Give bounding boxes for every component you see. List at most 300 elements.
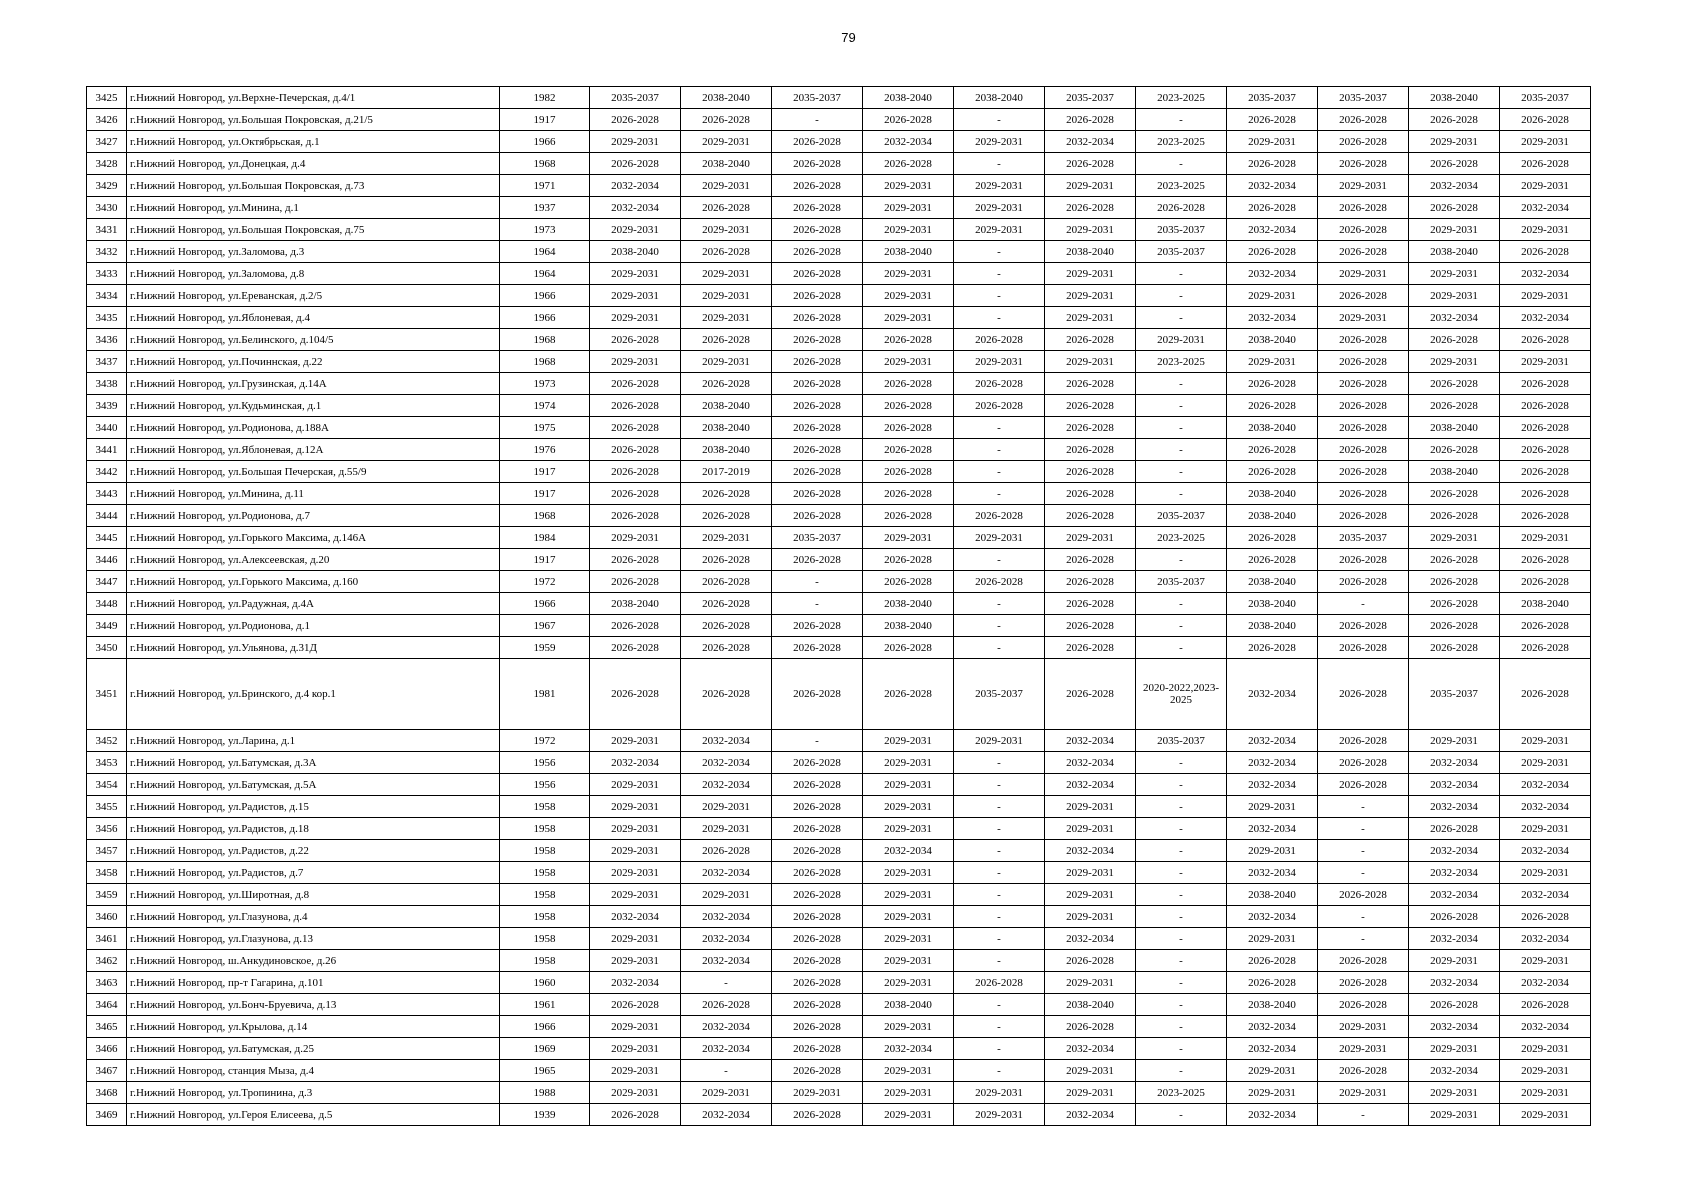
period-cell: 2029-2031 [1045, 285, 1136, 307]
table-row [87, 241, 1591, 263]
table-row [87, 862, 1591, 884]
period-cell: 2026-2028 [772, 307, 863, 329]
period-cell: 2023-2025 [1136, 527, 1227, 549]
period-cell: 2029-2031 [954, 219, 1045, 241]
period-cell: 2026-2028 [772, 351, 863, 373]
period-cell: 2029-2031 [590, 351, 681, 373]
address-cell: г.Нижний Новгород, ул.Грузинская, д.14А [127, 373, 500, 395]
period-cell: 2026-2028 [1227, 109, 1318, 131]
period-cell: 2035-2037 [954, 659, 1045, 730]
period-cell: 2038-2040 [1045, 241, 1136, 263]
period-cell: 2026-2028 [681, 549, 772, 571]
period-cell: 2026-2028 [1500, 241, 1591, 263]
period-cell: 2026-2028 [863, 373, 954, 395]
period-cell: 2026-2028 [1318, 730, 1409, 752]
row-number-cell: 3436 [87, 329, 127, 351]
period-cell: 2026-2028 [772, 752, 863, 774]
period-cell: - [1136, 373, 1227, 395]
period-cell: 2026-2028 [1409, 505, 1500, 527]
period-cell: 2032-2034 [1227, 752, 1318, 774]
period-cell: 2023-2025 [1136, 1082, 1227, 1104]
row-number-cell: 3434 [87, 285, 127, 307]
period-cell: 2029-2031 [681, 307, 772, 329]
row-number-cell: 3435 [87, 307, 127, 329]
period-cell: 2026-2028 [1318, 637, 1409, 659]
year-built-cell: 1958 [500, 796, 590, 818]
period-cell: 2029-2031 [1500, 175, 1591, 197]
period-cell: 2029-2031 [1227, 351, 1318, 373]
period-cell: 2026-2028 [1409, 549, 1500, 571]
row-number-cell: 3438 [87, 373, 127, 395]
period-cell: 2023-2025 [1136, 175, 1227, 197]
period-cell: 2026-2028 [1500, 329, 1591, 351]
period-cell: - [954, 840, 1045, 862]
period-cell: 2026-2028 [681, 840, 772, 862]
period-cell: 2032-2034 [681, 928, 772, 950]
table-row [87, 87, 1591, 109]
period-cell: 2032-2034 [1227, 1104, 1318, 1126]
period-cell: 2026-2028 [590, 483, 681, 505]
period-cell: 2026-2028 [863, 329, 954, 351]
period-cell: 2026-2028 [863, 659, 954, 730]
period-cell: - [1136, 1016, 1227, 1038]
period-cell: 2029-2031 [863, 285, 954, 307]
period-cell: 2038-2040 [1227, 884, 1318, 906]
period-cell: 2026-2028 [1227, 549, 1318, 571]
period-cell: 2026-2028 [681, 329, 772, 351]
period-cell: 2029-2031 [1500, 527, 1591, 549]
period-cell: 2032-2034 [1045, 131, 1136, 153]
address-cell: г.Нижний Новгород, ул.Тропинина, д.3 [127, 1082, 500, 1104]
period-cell: - [1318, 796, 1409, 818]
period-cell: 2032-2034 [1409, 796, 1500, 818]
row-number-cell: 3449 [87, 615, 127, 637]
period-cell: 2029-2031 [1500, 1060, 1591, 1082]
period-cell: 2026-2028 [1045, 197, 1136, 219]
period-cell: 2029-2031 [863, 796, 954, 818]
period-cell: 2026-2028 [1318, 950, 1409, 972]
period-cell: 2029-2031 [863, 950, 954, 972]
period-cell: 2029-2031 [590, 862, 681, 884]
period-cell: 2035-2037 [1409, 659, 1500, 730]
period-cell: 2038-2040 [1227, 483, 1318, 505]
row-number-cell: 3444 [87, 505, 127, 527]
period-cell: 2026-2028 [1227, 395, 1318, 417]
period-cell: 2029-2031 [863, 219, 954, 241]
period-cell: 2032-2034 [1227, 774, 1318, 796]
period-cell: 2029-2031 [590, 884, 681, 906]
period-cell: 2026-2028 [1045, 439, 1136, 461]
period-cell: 2029-2031 [1045, 307, 1136, 329]
period-cell: 2026-2028 [590, 994, 681, 1016]
period-cell: 2026-2028 [1409, 109, 1500, 131]
period-cell: 2032-2034 [1227, 1016, 1318, 1038]
period-cell: 2026-2028 [1318, 153, 1409, 175]
row-number-cell: 3433 [87, 263, 127, 285]
period-cell: 2026-2028 [954, 329, 1045, 351]
address-cell: г.Нижний Новгород, ул.Бонч-Бруевича, д.13 [127, 994, 500, 1016]
period-cell: 2026-2028 [772, 950, 863, 972]
year-built-cell: 1971 [500, 175, 590, 197]
year-built-cell: 1917 [500, 461, 590, 483]
address-cell: г.Нижний Новгород, ул.Донецкая, д.4 [127, 153, 500, 175]
period-cell: 2029-2031 [1409, 263, 1500, 285]
period-cell: 2032-2034 [1500, 840, 1591, 862]
period-cell: 2026-2028 [863, 153, 954, 175]
period-cell: 2029-2031 [1500, 1082, 1591, 1104]
period-cell: 2032-2034 [863, 840, 954, 862]
period-cell: 2026-2028 [1318, 884, 1409, 906]
period-cell: 2026-2028 [1227, 373, 1318, 395]
period-cell: 2026-2028 [681, 637, 772, 659]
address-cell: г.Нижний Новгород, ул.Родионова, д.188А [127, 417, 500, 439]
address-cell: г.Нижний Новгород, ул.Бринского, д.4 кор.1 [127, 659, 500, 730]
period-cell: 2026-2028 [772, 1104, 863, 1126]
year-built-cell: 1966 [500, 285, 590, 307]
period-cell: 2038-2040 [954, 87, 1045, 109]
table-row [87, 439, 1591, 461]
year-built-cell: 1959 [500, 637, 590, 659]
period-cell: 2032-2034 [1045, 730, 1136, 752]
period-cell: 2029-2031 [1500, 752, 1591, 774]
period-cell: 2035-2037 [1136, 571, 1227, 593]
period-cell: 2032-2034 [1409, 175, 1500, 197]
period-cell: 2029-2031 [590, 928, 681, 950]
period-cell: 2026-2028 [1318, 615, 1409, 637]
row-number-cell: 3467 [87, 1060, 127, 1082]
period-cell: 2032-2034 [1045, 840, 1136, 862]
period-cell: 2029-2031 [1045, 219, 1136, 241]
period-cell: 2029-2031 [590, 263, 681, 285]
period-cell: 2026-2028 [590, 153, 681, 175]
address-cell: г.Нижний Новгород, ул.Героя Елисеева, д.5 [127, 1104, 500, 1126]
period-cell: 2026-2028 [772, 928, 863, 950]
period-cell: 2029-2031 [1045, 1060, 1136, 1082]
period-cell: 2029-2031 [1045, 884, 1136, 906]
period-cell: 2038-2040 [1227, 593, 1318, 615]
period-cell: 2026-2028 [590, 1104, 681, 1126]
period-cell: 2026-2028 [772, 373, 863, 395]
table-row [87, 131, 1591, 153]
row-number-cell: 3445 [87, 527, 127, 549]
period-cell: - [954, 862, 1045, 884]
period-cell: 2029-2031 [1227, 131, 1318, 153]
period-cell: - [1136, 263, 1227, 285]
year-built-cell: 1968 [500, 351, 590, 373]
period-cell: 2026-2028 [1136, 197, 1227, 219]
period-cell: 2026-2028 [1500, 615, 1591, 637]
address-cell: г.Нижний Новгород, ул.Ларина, д.1 [127, 730, 500, 752]
address-cell: г.Нижний Новгород, ул.Горького Максима, д.146А [127, 527, 500, 549]
period-cell: 2029-2031 [1409, 131, 1500, 153]
period-cell: 2029-2031 [1500, 730, 1591, 752]
period-cell: 2026-2028 [1318, 109, 1409, 131]
period-cell: - [954, 615, 1045, 637]
period-cell: 2032-2034 [1045, 752, 1136, 774]
table-row [87, 730, 1591, 752]
period-cell: 2029-2031 [1045, 906, 1136, 928]
period-cell: - [954, 1038, 1045, 1060]
period-cell: - [1136, 307, 1227, 329]
year-built-cell: 1973 [500, 373, 590, 395]
period-cell: 2032-2034 [590, 175, 681, 197]
period-cell: 2026-2028 [590, 373, 681, 395]
period-cell: 2026-2028 [863, 637, 954, 659]
period-cell: 2026-2028 [1045, 417, 1136, 439]
period-cell: 2026-2028 [590, 505, 681, 527]
period-cell: 2029-2031 [954, 730, 1045, 752]
table-row [87, 373, 1591, 395]
table-row [87, 884, 1591, 906]
period-cell: - [1136, 395, 1227, 417]
period-cell: - [954, 774, 1045, 796]
period-cell: 2029-2031 [1409, 1038, 1500, 1060]
year-built-cell: 1988 [500, 1082, 590, 1104]
period-cell: 2026-2028 [1318, 1060, 1409, 1082]
period-cell: 2026-2028 [772, 774, 863, 796]
period-cell: 2035-2037 [1227, 87, 1318, 109]
period-cell: 2026-2028 [1409, 571, 1500, 593]
year-built-cell: 1917 [500, 549, 590, 571]
period-cell: - [1136, 1060, 1227, 1082]
period-cell: 2038-2040 [681, 87, 772, 109]
period-cell: 2026-2028 [1409, 818, 1500, 840]
period-cell: 2038-2040 [1227, 417, 1318, 439]
period-cell: 2029-2031 [1227, 285, 1318, 307]
period-cell: 2029-2031 [590, 219, 681, 241]
period-cell: 2029-2031 [681, 263, 772, 285]
period-cell: 2026-2028 [863, 417, 954, 439]
table-row [87, 615, 1591, 637]
address-cell: г.Нижний Новгород, ул.Минина, д.1 [127, 197, 500, 219]
period-cell: 2026-2028 [1500, 571, 1591, 593]
period-cell: 2032-2034 [1409, 840, 1500, 862]
period-cell: 2026-2028 [863, 505, 954, 527]
table-row [87, 972, 1591, 994]
year-built-cell: 1958 [500, 950, 590, 972]
period-cell: - [1318, 840, 1409, 862]
row-number-cell: 3448 [87, 593, 127, 615]
period-cell: 2029-2031 [1409, 1104, 1500, 1126]
period-cell: 2032-2034 [1409, 752, 1500, 774]
period-cell: 2029-2031 [863, 1104, 954, 1126]
period-cell: - [772, 593, 863, 615]
period-cell: 2026-2028 [1227, 241, 1318, 263]
period-cell: 2026-2028 [772, 1060, 863, 1082]
period-cell: 2029-2031 [863, 1082, 954, 1104]
period-cell: 2026-2028 [1045, 153, 1136, 175]
period-cell: 2026-2028 [1318, 549, 1409, 571]
period-cell: 2026-2028 [1227, 153, 1318, 175]
period-cell: 2026-2028 [1318, 417, 1409, 439]
period-cell: 2026-2028 [863, 483, 954, 505]
period-cell: 2032-2034 [590, 197, 681, 219]
period-cell: 2023-2025 [1136, 131, 1227, 153]
period-cell: 2032-2034 [1227, 906, 1318, 928]
period-cell: 2038-2040 [863, 615, 954, 637]
address-cell: г.Нижний Новгород, ул.Кудьминская, д.1 [127, 395, 500, 417]
period-cell: 2029-2031 [1318, 175, 1409, 197]
period-cell: - [1136, 417, 1227, 439]
period-cell: 2026-2028 [1318, 972, 1409, 994]
period-cell: 2032-2034 [1409, 884, 1500, 906]
period-cell: 2029-2031 [1409, 285, 1500, 307]
year-built-cell: 1958 [500, 862, 590, 884]
period-cell: 2026-2028 [590, 395, 681, 417]
period-cell: 2029-2031 [1409, 730, 1500, 752]
period-cell: 2026-2028 [590, 659, 681, 730]
year-built-cell: 1961 [500, 994, 590, 1016]
period-cell: 2032-2034 [1227, 659, 1318, 730]
period-cell: 2026-2028 [1227, 637, 1318, 659]
period-cell: 2029-2031 [1500, 351, 1591, 373]
year-built-cell: 1966 [500, 131, 590, 153]
period-cell: 2026-2028 [772, 153, 863, 175]
period-cell: 2032-2034 [681, 862, 772, 884]
period-cell: 2029-2031 [1500, 1038, 1591, 1060]
period-cell: 2026-2028 [1227, 439, 1318, 461]
period-cell: - [954, 285, 1045, 307]
row-number-cell: 3460 [87, 906, 127, 928]
period-cell: 2029-2031 [590, 1082, 681, 1104]
table-row [87, 637, 1591, 659]
period-cell: 2032-2034 [1409, 1016, 1500, 1038]
period-cell: - [954, 994, 1045, 1016]
period-cell: 2026-2028 [1045, 1016, 1136, 1038]
table-row [87, 197, 1591, 219]
period-cell: - [954, 1060, 1045, 1082]
table-row [87, 571, 1591, 593]
period-cell: - [1136, 994, 1227, 1016]
period-cell: 2032-2034 [590, 972, 681, 994]
period-cell: 2026-2028 [1500, 153, 1591, 175]
period-cell: 2026-2028 [1500, 461, 1591, 483]
period-cell: - [954, 884, 1045, 906]
period-cell: 2035-2037 [772, 527, 863, 549]
period-cell: 2026-2028 [1045, 571, 1136, 593]
row-number-cell: 3468 [87, 1082, 127, 1104]
year-built-cell: 1966 [500, 1016, 590, 1038]
period-cell: 2038-2040 [1409, 461, 1500, 483]
period-cell: 2029-2031 [863, 197, 954, 219]
period-cell: 2026-2028 [1409, 637, 1500, 659]
address-cell: г.Нижний Новгород, ул.Ульянова, д.31Д [127, 637, 500, 659]
period-cell: - [954, 928, 1045, 950]
period-cell: 2029-2031 [863, 307, 954, 329]
period-cell: - [954, 241, 1045, 263]
period-cell: - [1136, 774, 1227, 796]
row-number-cell: 3457 [87, 840, 127, 862]
table-row [87, 395, 1591, 417]
period-cell: 2026-2028 [954, 373, 1045, 395]
period-cell: 2026-2028 [772, 197, 863, 219]
period-cell: - [1136, 637, 1227, 659]
period-cell: 2029-2031 [681, 818, 772, 840]
row-number-cell: 3427 [87, 131, 127, 153]
period-cell: - [1136, 1038, 1227, 1060]
page-number: 79 [841, 30, 856, 45]
year-built-cell: 1958 [500, 906, 590, 928]
period-cell: 2026-2028 [1045, 395, 1136, 417]
row-number-cell: 3464 [87, 994, 127, 1016]
address-cell: г.Нижний Новгород, ул.Широтная, д.8 [127, 884, 500, 906]
period-cell: - [1136, 906, 1227, 928]
period-cell: 2038-2040 [681, 153, 772, 175]
address-cell: г.Нижний Новгород, ул.Родионова, д.1 [127, 615, 500, 637]
row-number-cell: 3430 [87, 197, 127, 219]
period-cell: 2026-2028 [681, 505, 772, 527]
period-cell: 2038-2040 [863, 994, 954, 1016]
period-cell: - [954, 752, 1045, 774]
period-cell: 2035-2037 [590, 87, 681, 109]
row-number-cell: 3432 [87, 241, 127, 263]
period-cell: 2026-2028 [772, 131, 863, 153]
period-cell: 2029-2031 [1227, 840, 1318, 862]
period-cell: 2038-2040 [1227, 505, 1318, 527]
period-cell: 2029-2031 [863, 884, 954, 906]
period-cell: 2029-2031 [1500, 131, 1591, 153]
period-cell: 2029-2031 [1500, 862, 1591, 884]
period-cell: 2032-2034 [1227, 862, 1318, 884]
year-built-cell: 1973 [500, 219, 590, 241]
period-cell: - [1318, 928, 1409, 950]
period-cell: - [1136, 928, 1227, 950]
row-number-cell: 3452 [87, 730, 127, 752]
period-cell: 2026-2028 [954, 505, 1045, 527]
period-cell: 2035-2037 [1136, 241, 1227, 263]
period-cell: 2026-2028 [1045, 593, 1136, 615]
period-cell: 2026-2028 [1409, 395, 1500, 417]
table-row [87, 417, 1591, 439]
address-cell: г.Нижний Новгород, станция Мыза, д.4 [127, 1060, 500, 1082]
period-cell: 2032-2034 [1409, 928, 1500, 950]
table-row [87, 659, 1591, 730]
year-built-cell: 1960 [500, 972, 590, 994]
period-cell: - [1136, 752, 1227, 774]
row-number-cell: 3465 [87, 1016, 127, 1038]
period-cell: 2029-2031 [590, 285, 681, 307]
address-cell: г.Нижний Новгород, ул.Заломова, д.8 [127, 263, 500, 285]
period-cell: - [1136, 884, 1227, 906]
period-cell: 2026-2028 [681, 571, 772, 593]
table-row [87, 153, 1591, 175]
period-cell: - [1136, 153, 1227, 175]
period-cell: 2026-2028 [772, 417, 863, 439]
period-cell: 2026-2028 [1318, 373, 1409, 395]
period-cell: 2029-2031 [681, 527, 772, 549]
period-cell: 2029-2031 [590, 1038, 681, 1060]
period-cell: 2035-2037 [1318, 87, 1409, 109]
address-cell: г.Нижний Новгород, ул.Радистов, д.18 [127, 818, 500, 840]
period-cell: 2026-2028 [1227, 527, 1318, 549]
period-cell: 2026-2028 [1318, 439, 1409, 461]
period-cell: 2026-2028 [954, 972, 1045, 994]
period-cell: 2026-2028 [772, 862, 863, 884]
table-row [87, 351, 1591, 373]
address-cell: г.Нижний Новгород, ул.Починнская, д.22 [127, 351, 500, 373]
period-cell: 2038-2040 [1227, 329, 1318, 351]
period-cell: 2026-2028 [772, 840, 863, 862]
row-number-cell: 3425 [87, 87, 127, 109]
period-cell: 2029-2031 [590, 1016, 681, 1038]
period-cell: 2026-2028 [1318, 395, 1409, 417]
period-cell: 2026-2028 [681, 109, 772, 131]
period-cell: - [954, 906, 1045, 928]
table-row [87, 994, 1591, 1016]
period-cell: - [1136, 549, 1227, 571]
address-cell: г.Нижний Новгород, ш.Анкудиновское, д.26 [127, 950, 500, 972]
year-built-cell: 1939 [500, 1104, 590, 1126]
